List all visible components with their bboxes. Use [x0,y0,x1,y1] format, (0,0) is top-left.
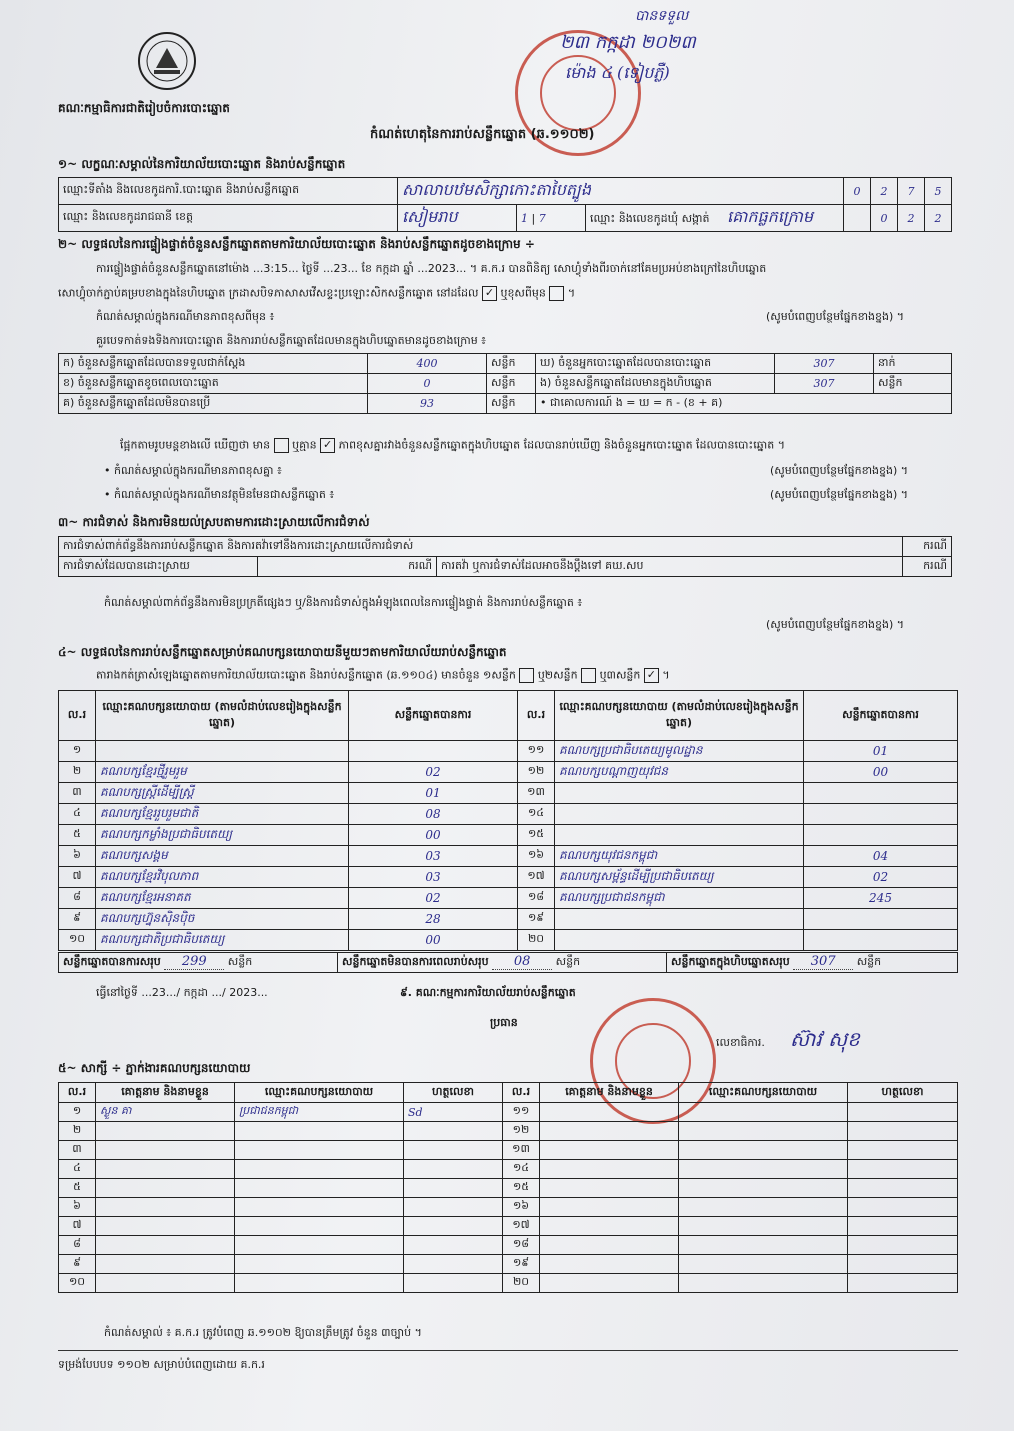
row-no: ៩ [59,909,96,930]
objection-case: ករណី [902,537,951,557]
witness-col-no: ល.រ [503,1083,540,1103]
witness-no: ១៤ [503,1160,540,1179]
witness-signature [404,1122,503,1141]
party-name [555,783,804,804]
party-name [555,930,804,951]
discrepancy-rest: ភាពខុសគ្នារវាងចំនួនសន្លឹកឆ្នោតក្នុងហិបឆ្នោត ដែលបានរាប់ឃើញ និងចំនួនអ្នកបោះឆ្នោត ដែលបានបោះឆ្នោត ។ [338,438,785,452]
location-label: ឈ្មោះទីតាំង និងលេខកូដការិ.បោះឆ្នោត និងរាប់សន្លឹកឆ្នោត [59,178,398,205]
location-code-digit: 0 [844,178,871,205]
party-votes: 01 [349,783,518,804]
party-name: គណបក្សសង្គម [96,846,349,867]
witness-no: ១៩ [503,1255,540,1274]
witness-name [540,1141,679,1160]
table-row [59,1122,958,1141]
row-no: ១៤ [518,804,555,825]
col-votes: សន្លឹកឆ្នោតបានការ [349,691,518,741]
witness-party [679,1103,848,1122]
party-name: គណបក្សកម្លាំងប្រជាធិបតេយ្យ [96,825,349,846]
table-row [59,1179,958,1198]
witness-name [540,1122,679,1141]
total-invalid-label: សន្លឹកឆ្នោតមិនបានការពេលរាប់សរុប [342,955,489,968]
section2-heading: ២~ លទ្ធផលនៃការផ្ទៀងផ្ទាត់ចំនួនសន្លឹកឆ្នោតតាមការិយាល័យបោះឆ្នោត និងរាប់សន្លឹកឆ្នោតដូចខាងក្រោម ÷ [58,237,535,251]
row-no: ១៣ [518,783,555,804]
committee-name: គណៈកម្មាធិការជាតិរៀបចំការបោះឆ្នោត [58,101,230,115]
row-no: ១៨ [518,888,555,909]
location-code-digit: 7 [898,178,925,205]
section2-para1: ការផ្ទៀងផ្ទាត់ចំនួនសន្លឹកឆ្នោតនៅម៉ោង ...3:15... ថ្ងៃទី ...23... ខែ កក្កដា ឆ្នាំ ...2023... ។ គ.ក.រ បានពិនិត្យ សោហ្វុំទាំងពីរចាក់នៅគែមប្រអប់ខាងក្រៅនៃហិបឆ្នោត [96,262,767,275]
section5-heading: ៥~ សាក្សី ÷ ភ្នាក់ងារគណបក្សនយោបាយ [58,1061,251,1075]
total-invalid-unit: សន្លឹក [555,955,581,968]
footnote: កំណត់សម្គាល់ ៖ គ.ក.រ ត្រូវបំពេញ ឆ.១១០២ ឱ្យបានត្រឹមត្រូវ ចំនួន ៣ច្បាប់ ។ [104,1326,422,1339]
section2-para4: គួរបេទកាត់ទងទិងការបោះឆ្នោត និងការរាប់សន្លឹកឆ្នោតដែលមានក្នុងហិបឆ្នោតមានដូចខាងក្រោម ៖ [96,334,487,347]
tally-sheet-row [96,668,670,685]
witness-no: ១៨ [503,1236,540,1255]
objection-resolved-case: ករណី [258,557,437,577]
row-no: ១៩ [518,909,555,930]
table-row [59,783,958,804]
witness-party [679,1198,848,1217]
province-label: ឈ្មោះ និងលេខកូដរាជធានី ខេត្ត [59,205,398,232]
witness-no: ១៥ [503,1179,540,1198]
witness-signature [848,1217,958,1236]
witness-signature [404,1255,503,1274]
witness-name [96,1236,235,1255]
witness-party [235,1274,404,1293]
table-row [59,1198,958,1217]
witness-no: ១ [59,1103,96,1122]
count-label: ឃ) ចំនួនអ្នកបោះឆ្នោតដែលបានបោះឆ្នោត [536,354,775,374]
objection-resolved: ការជំទាស់ដែលបានដោះស្រាយ [59,557,258,577]
party-votes [804,930,958,951]
witness-name [540,1236,679,1255]
witness-name [540,1217,679,1236]
party-name: គណបក្សខ្មែរថ្មីរួមរួម [96,762,349,783]
no-difference-checkbox[interactable]: ✓ [320,438,335,453]
table-row [59,1274,958,1293]
row-no: ២ [59,762,96,783]
changed-label: ឬខុសពីមុន [500,286,546,300]
section2-para3-hint: (សូមបំពេញបន្ថែមផ្នែកខាងខ្នង) ។ [766,310,905,323]
witness-col-sign: ហត្ថលេខា [848,1083,958,1103]
table-row [59,1217,958,1236]
table-row [59,825,958,846]
witness-signature [848,1198,958,1217]
col-votes: សន្លឹកឆ្នោតបានការ [804,691,958,741]
table-row [59,1255,958,1274]
witness-signature [848,1103,958,1122]
witness-signature [848,1141,958,1160]
party-votes [349,741,518,762]
total-invalid-cell [338,953,667,973]
commune-code-digit: 2 [925,205,952,232]
witness-col-name: គោត្តនាម និងនាមខ្លួន [540,1083,679,1103]
party-votes: 00 [804,762,958,783]
party-votes: 02 [349,762,518,783]
col-no: ល.រ [518,691,555,741]
witness-party [235,1217,404,1236]
witness-table [58,1082,958,1293]
witness-party [679,1141,848,1160]
party-name [555,825,804,846]
has-difference-checkbox[interactable] [274,438,289,453]
witness-no: ៧ [59,1217,96,1236]
row-no: ១៦ [518,846,555,867]
party-votes: 03 [349,846,518,867]
witness-body [59,1103,958,1293]
count-label: ខ) ចំនួនសន្លឹកឆ្នោតខូចពេលបោះឆ្នោត [59,374,368,394]
witness-name [96,1198,235,1217]
party-votes: 01 [804,741,958,762]
formula: • ជាគោលការណ៍ ង = ឃ = ក - (ខ + គ) [536,394,952,414]
form-note: ទម្រង់បែបបទ ១១០២ សម្រាប់បំពេញដោយ គ.ក.រ [58,1358,265,1371]
witness-no: ៩ [59,1255,96,1274]
witness-name [540,1160,679,1179]
province-code: 1 | 7 [517,205,586,232]
party-votes [804,909,958,930]
witness-party [235,1122,404,1141]
row-no: ៨ [59,888,96,909]
party-votes: 02 [804,867,958,888]
witness-signature [848,1179,958,1198]
row-no: ១៥ [518,825,555,846]
ballot-count-table [58,353,952,414]
count-label: ក) ចំនួនសន្លឹកឆ្នោតដែលបានទទួលជាក់ស្តែង [59,354,368,374]
province-code-digit: 1 [521,211,528,225]
location-value: សាលាបឋមសិក្សាកោះតាបៃត្បូង [398,178,844,205]
president-label: ប្រធាន [490,1016,518,1029]
objection-appeal: ការតវ៉ា ឬការជំទាស់ដែលអាចនឹងប្តឹងទៅ គឃ.សប [437,557,903,577]
witness-party [235,1179,404,1198]
objection-hint: (សូមបំពេញបន្ថែមផ្នែកខាងខ្នង) ។ [766,618,905,631]
witness-no: ១០ [59,1274,96,1293]
witness-col-no: ល.រ [59,1083,96,1103]
table-row [59,930,958,951]
count-value: 93 [368,394,487,414]
table-row [59,888,958,909]
bullet-difference: • កំណត់សម្គាល់ក្នុងករណីមានភាពខុសគ្នា ៖ [104,464,282,477]
witness-name [96,1179,235,1198]
section2-para2-row [58,286,575,303]
witness-no: ១៦ [503,1198,540,1217]
objection-note: កំណត់សម្គាល់ពាក់ព័ន្ធនឹងការមិនប្រក្រតីផ្សេងៗ ឬ/និងការជំទាស់ក្នុងអំឡុងពេលនៃការផ្ទៀងផ្ទាត់ និងការរាប់សន្លឹកឆ្នោត ៖ [104,596,583,609]
table-row [59,909,958,930]
witness-name [540,1255,679,1274]
count-value: 0 [368,374,487,394]
party-name [555,804,804,825]
row-no: ៣ [59,783,96,804]
table-row [59,867,958,888]
party-votes: 02 [349,888,518,909]
witness-party [679,1217,848,1236]
col-no: ល.រ [59,691,96,741]
witness-no: ៥ [59,1179,96,1198]
witness-signature [404,1274,503,1293]
witness-name [540,1103,679,1122]
party-votes: 00 [349,825,518,846]
witness-no: ១៧ [503,1217,540,1236]
table-row [59,1160,958,1179]
party-votes [804,783,958,804]
witness-party [235,1236,404,1255]
bullet-foreign-object: • កំណត់សម្គាល់ក្នុងករណីមានវត្ថុមិនមែនជាសន្លឹកឆ្នោត ៖ [104,488,335,501]
witness-no: ២ [59,1122,96,1141]
party-name: គណបក្សស្រ្តីដើម្បីស្រ្តី [96,783,349,804]
totals-table [58,952,958,973]
witness-signature [848,1274,958,1293]
witness-party [679,1122,848,1141]
row-no: ៦ [59,846,96,867]
witness-signature [404,1217,503,1236]
bullet-foreign-hint: (សូមបំពេញបន្ថែមផ្នែកខាងខ្នង) ។ [770,488,909,501]
witness-no: ៣ [59,1141,96,1160]
tally-end: ។ [662,668,670,682]
witness-party [679,1160,848,1179]
para2-end: ។ [567,286,576,300]
province-value: សៀមរាប [398,205,517,232]
witness-no: ២០ [503,1274,540,1293]
witness-name [96,1141,235,1160]
witness-name [96,1255,235,1274]
three-sheet-label: ឬ៣សន្លឹក [599,668,641,682]
count-value: 307 [775,374,874,394]
commune-code-digit: 2 [898,205,925,232]
row-no: ៤ [59,804,96,825]
witness-no: ១៣ [503,1141,540,1160]
party-votes: 245 [804,888,958,909]
witness-signature [404,1198,503,1217]
witness-no: ១១ [503,1103,540,1122]
witness-col-name: គោត្តនាម និងនាមខ្លួន [96,1083,235,1103]
witness-party [679,1236,848,1255]
total-box-label: សន្លឹកឆ្នោតក្នុងហិបឆ្នោតសរុប [671,955,790,968]
witness-no: ១២ [503,1122,540,1141]
received-note-2: ២៣ កក្កដា ២០២៣ [560,32,696,53]
witness-name [96,1160,235,1179]
witness-signature: Sd [404,1103,503,1122]
objection-table [58,536,952,577]
count-unit: សន្លឹក [487,394,536,414]
table-row [59,741,958,762]
party-name: គណបក្សប្រជាធិបតេយ្យមូលដ្ឋាន [555,741,804,762]
witness-signature [848,1236,958,1255]
total-valid-cell [59,953,338,973]
section2-para3: កំណត់សម្គាល់ក្នុងករណីមានភាពខុសពីមុន ៖ [96,310,275,323]
no-difference-label: ឬគ្មាន [292,438,317,452]
party-name: គណបក្សប្រជាជនកម្ពុជា [555,888,804,909]
witness-name: ស្ងួន គា [96,1103,235,1122]
total-box-cell [667,953,958,973]
count-label: ង) ចំនួនសន្លឹកឆ្នោតដែលមានក្នុងហិបឆ្នោត [536,374,775,394]
count-unit: សន្លឹក [487,374,536,394]
witness-party [679,1179,848,1198]
section3-heading: ៣~ ការជំទាស់ និងការមិនយល់ស្របតាមការដោះស្រាយលើការជំទាស់ [58,515,370,529]
commune-cell [586,205,844,232]
nec-emblem-icon [136,30,198,92]
party-votes [804,804,958,825]
witness-name [96,1217,235,1236]
province-code-digit: 7 [538,211,546,225]
row-no: ១២ [518,762,555,783]
changed-checkbox[interactable] [549,286,564,301]
table-row [59,1141,958,1160]
commune-code-digit: 0 [871,205,898,232]
witness-name [96,1274,235,1293]
party-name: គណបក្សខ្មែរវិបុលភាព [96,867,349,888]
count-value: 400 [368,354,487,374]
witness-col-sign: ហត្ថលេខា [404,1083,503,1103]
section2-para2: សោហ្វុំចាក់ភ្ជាប់គម្របខាងក្នុងនៃហិបឆ្នោត ក្រដាសបិទភាសាសវើសខ្ទះប្រឡោះសិកសន្លឹកឆ្នោត នៅដដែល [58,286,479,300]
row-no: ២០ [518,930,555,951]
table-row [59,762,958,783]
table-row [59,804,958,825]
results-table [58,690,958,951]
objection-appeal-case: ករណី [902,557,951,577]
total-box-unit: សន្លឹក [856,955,882,968]
document-title: កំណត់ហេតុនៃការរាប់សន្លឹកឆ្នោត (ឆ.១១០២) [370,127,595,142]
count-unit: នាក់ [874,354,952,374]
commune-label: ឈ្មោះ និងលេខកូដឃុំ សង្កាត់ [590,212,710,225]
total-box-value: 307 [793,954,853,970]
objection-row1: ការជំទាស់ពាក់ព័ន្ធនឹងការរាប់សន្លឹកឆ្នោត និងការតវ៉ាទៅនឹងការដោះស្រាយលើការជំទាស់ [59,537,903,557]
party-name: គណបក្សខ្មែរអនាគត [96,888,349,909]
date-line: ធ្វើនៅថ្ងៃទី ...23.../ កក្កដា .../ 2023... [96,986,268,999]
received-note-3: ម៉ោង ៤ (ទៀបភ្លឺ) [565,63,670,82]
section4-heading: ៤~ លទ្ធផលនៃការរាប់សន្លឹកឆ្នោតសម្រាប់គណបក្សនយោបាយនីមួយៗតាមការិយាល័យរាប់សន្លឹកឆ្នោត [58,645,507,659]
party-votes: 00 [349,930,518,951]
witness-signature [848,1255,958,1274]
witness-name [540,1198,679,1217]
count-value: 307 [775,354,874,374]
secretary-label: លេខាធិការ. [716,1036,765,1049]
one-sheet-checkbox[interactable] [519,668,534,683]
location-code-digit: 2 [871,178,898,205]
witness-no: ៦ [59,1198,96,1217]
footer-divider [58,1350,958,1351]
witness-party: ប្រជាជនកម្ពុជា [235,1103,404,1122]
witness-party [235,1255,404,1274]
party-name: គណបក្សជាតិប្រជាធិបតេយ្យ [96,930,349,951]
discrepancy-text: ផ្អែកតាមរូបមន្តខាងលើ ឃើញថា មាន [120,438,271,452]
bullet-difference-hint: (សូមបំពេញបន្ថែមផ្នែកខាងខ្នង) ។ [770,464,909,477]
row-no: ១៧ [518,867,555,888]
row-no: ១១ [518,741,555,762]
results-body [59,741,958,951]
received-note-1: បានទទួល [635,8,689,24]
two-sheet-checkbox[interactable] [581,668,596,683]
table-row [59,846,958,867]
witness-name [96,1122,235,1141]
commune-value: គោកធ្លកក្រោម [727,207,814,226]
party-votes: 04 [804,846,958,867]
party-votes [804,825,958,846]
col-party: ឈ្មោះគណបក្សនយោបាយ (តាមលំដាប់លេខរៀងក្នុងសន្លឹកឆ្នោត) [555,691,804,741]
party-name: គណបក្សយុវជនកម្ពុជា [555,846,804,867]
tally-sheet-text: តារាងកត់ត្រាសំឡេងឆ្នោតតាមការិយាល័យបោះឆ្នោត និងរាប់សន្លឹកឆ្នោត (ឆ.១១០៤) មានចំនួន ១សន្លឹក [96,668,516,682]
three-sheet-checkbox[interactable]: ✓ [644,668,659,683]
party-name [96,741,349,762]
location-table [58,177,952,232]
witness-signature [404,1236,503,1255]
witness-no: ៤ [59,1160,96,1179]
commission-title: ៩. គណៈកម្មការការិយាល័យរាប់សន្លឹកឆ្នោត [400,986,576,999]
witness-signature [404,1179,503,1198]
witness-party [235,1198,404,1217]
party-name: គណបក្សបណ្តាញយុវជន [555,762,804,783]
count-unit: សន្លឹក [874,374,952,394]
party-name [555,909,804,930]
discrepancy-row [120,438,785,455]
witness-no: ៨ [59,1236,96,1255]
witness-name [540,1274,679,1293]
total-invalid-value: 08 [492,954,552,970]
witness-name [540,1179,679,1198]
witness-party [679,1255,848,1274]
witness-signature [848,1122,958,1141]
row-no: ៧ [59,867,96,888]
row-no: ១ [59,741,96,762]
table-row [59,1103,958,1122]
party-votes: 08 [349,804,518,825]
witness-signature [404,1141,503,1160]
witness-signature [404,1160,503,1179]
col-party: ឈ្មោះគណបក្សនយោបាយ (តាមលំដាប់លេខរៀងក្នុងសន្លឹកឆ្នោត) [96,691,349,741]
same-checkbox[interactable]: ✓ [482,286,497,301]
two-sheet-label: ឬ២សន្លឹក [537,668,578,682]
witness-party [235,1160,404,1179]
secretary-name: ស៊ាវ សុខ [790,1027,860,1051]
witness-party [235,1141,404,1160]
row-no: ៥ [59,825,96,846]
section1-heading: ១~ លក្ខណៈសម្គាល់នៃការិយាល័យបោះឆ្នោត និងរាប់សន្លឹកឆ្នោត [58,157,346,171]
party-name: គណបក្សខ្មែររួបរួមជាតិ [96,804,349,825]
total-valid-value: 299 [164,954,224,970]
location-code-digit: 5 [925,178,952,205]
table-row [59,1236,958,1255]
total-valid-unit: សន្លឹក [227,955,253,968]
witness-col-party: ឈ្មោះគណបក្សនយោបាយ [235,1083,404,1103]
count-unit: សន្លឹក [487,354,536,374]
witness-signature [848,1160,958,1179]
party-votes: 28 [349,909,518,930]
witness-party [679,1274,848,1293]
witness-col-party: ឈ្មោះគណបក្សនយោបាយ [679,1083,848,1103]
party-name: គណបក្សសម្ព័ន្ធដើម្បីប្រជាធិបតេយ្យ [555,867,804,888]
row-no: ១០ [59,930,96,951]
count-label: គ) ចំនួនសន្លឹកឆ្នោតដែលមិនបានប្រើ [59,394,368,414]
total-valid-label: សន្លឹកឆ្នោតបានការសរុប [63,955,161,968]
commune-code-spacer [844,205,871,232]
party-votes: 03 [349,867,518,888]
party-name: គណបក្សហ្វ៊ុនស៊ិនប៉ិច [96,909,349,930]
